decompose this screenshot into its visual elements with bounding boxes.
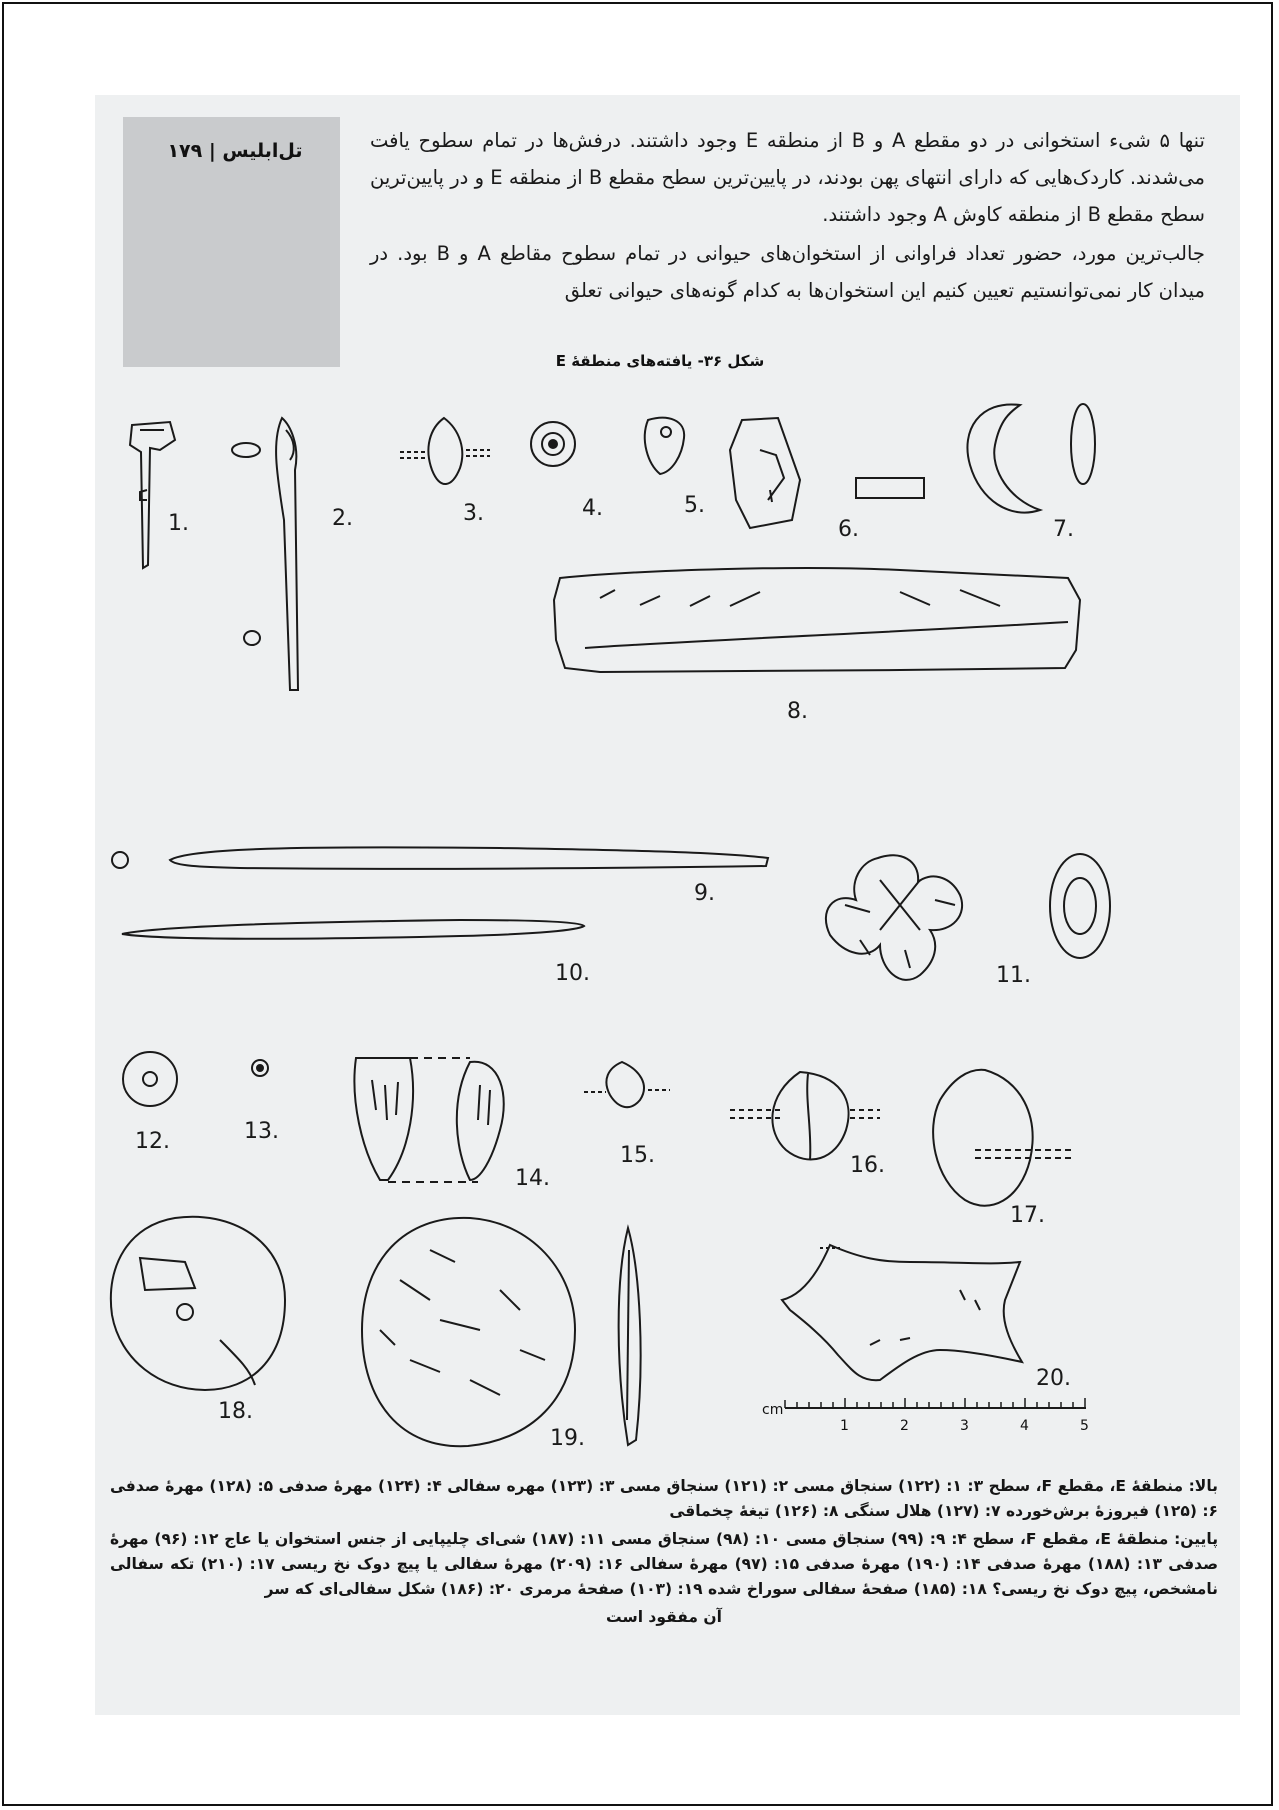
artifact-12-bead: [123, 1052, 177, 1106]
artifact-19-marble-plate: [362, 1218, 641, 1446]
artifact-10-copper-pin: [122, 920, 584, 939]
artifact-3-bead: [400, 418, 490, 484]
artifact-15-bead: [584, 1062, 670, 1107]
intro-paragraph-2: جالب‌ترین مورد، حضور تعداد فراوانی از استخوان‌های حیوانی در تمام سطوح مقاطع A و B بود. در میدان کار نمی‌توانستیم تعیین کنیم این استخوان‌ها به کدام گونه‌های حیوانی تعلق: [370, 242, 1205, 302]
artifact-14-bead: [354, 1058, 503, 1182]
artifact-20-ceramic-figure: [782, 1245, 1022, 1380]
artifact-13-bead: [252, 1060, 268, 1076]
artifact-1-copper-pin: [130, 422, 175, 568]
label-15: 15.: [620, 1143, 655, 1168]
artifact-9-copper-pin: [112, 847, 768, 869]
label-14: 14.: [515, 1166, 550, 1191]
scale-tick-5: 5: [1080, 1418, 1089, 1434]
label-8: 8.: [787, 699, 808, 724]
scale-tick-1: 1: [840, 1418, 849, 1434]
label-13: 13.: [244, 1119, 279, 1144]
label-2: 2.: [332, 506, 353, 531]
intro-paragraph-1: تنها ۵ شیء استخوانی در دو مقطع A و B از منطقه E وجود داشتند. درفش‌ها در تمام سطوح یافت می‌شدند. کاردک‌هایی که دارای انتهای پهن بودند، در پایین‌ترین سطح مقطع B از منطقه E و در پایین‌ترین سطح مقطع B از منطقه کاوش A وجود داشتند.: [370, 129, 1205, 226]
artifact-6-turquoise: [730, 418, 924, 528]
label-11: 11.: [996, 963, 1031, 988]
scale-tick-3: 3: [960, 1418, 969, 1434]
scale-tick-2: 2: [900, 1418, 909, 1434]
artifact-8-flint-blade: [554, 568, 1080, 672]
label-1: 1.: [168, 511, 189, 536]
artifact-7-crescent: [967, 404, 1095, 513]
artifact-11-cruciform: [826, 854, 1110, 980]
label-7: 7.: [1053, 517, 1074, 542]
artifact-2-copper-pin: [232, 418, 298, 690]
caption-bottom: پایین: منطقهٔ E، مقطع F، سطح ۴: ۹: (۹۹) سنجاق مسی ۱۰: (۹۸) سنجاق مسی ۱۱: (۱۸۷) شی‌ای چلیپایی از جنس استخوان یا عاج ۱۲: (۹۶) مهرهٔ صدفی ۱۳: (۱۸۸) مهرهٔ صدفی ۱۴: (۱۹۰) مهرهٔ صدفی ۱۵: (۹۷) مهرهٔ سفالی ۱۶: (۲۰۹) مهرهٔ سفالی یا پیچ دوک نخ ریسی ۱۷: (۲۱۰) تکه سفالی نامشخص، پیچ دوک نخ ریسی؟ ۱۸: (۱۸۵) صفحهٔ سفالی سوراخ شده ۱۹: (۱۰۳) صفحهٔ مرمری ۲۰: (۱۸۶) شکل سفالی‌ای که سر: [110, 1530, 1219, 1598]
label-12: 12.: [135, 1129, 170, 1154]
artifact-5-bead: [645, 418, 684, 474]
artifact-4-bead: [531, 422, 575, 466]
running-header-title: تل‌ابلیس | ۱۷۹: [167, 140, 303, 162]
caption-top: بالا: منطقهٔ E، مقطع F، سطح ۳: ۱: (۱۲۲) سنجاق مسی ۲: (۱۲۱) سنجاق مسی ۳: (۱۲۳) مهره سفالی ۴: (۱۲۴) مهرهٔ صدفی ۵: (۱۲۸) مهرهٔ صدفی ۶: (۱۲۵) فیروزهٔ برش‌خورده ۷: (۱۲۷) هلال سنگی ۸: (۱۲۶) تیغهٔ چخماقی: [110, 1477, 1218, 1520]
label-10: 10.: [555, 961, 590, 986]
figure-caption: [110, 1474, 1218, 1630]
label-3: 3.: [463, 501, 484, 526]
artifact-16-bead: [730, 1072, 880, 1160]
label-17: 17.: [1010, 1203, 1045, 1228]
scale-unit: cm: [762, 1402, 784, 1418]
figure-title: شکل ۳۶- یافته‌های منطقهٔ E: [555, 352, 765, 370]
artifact-18-disk: [111, 1217, 285, 1390]
scale-bar: [762, 1398, 1089, 1434]
label-5: 5.: [684, 493, 705, 518]
scale-tick-4: 4: [1020, 1418, 1029, 1434]
label-16: 16.: [850, 1153, 885, 1178]
artifact-17-ceramic: [933, 1070, 1075, 1206]
label-19: 19.: [550, 1426, 585, 1451]
label-20: 20.: [1036, 1366, 1071, 1391]
label-9: 9.: [694, 881, 715, 906]
caption-bottom-last-line: آن مفقود است: [606, 1608, 722, 1626]
label-4: 4.: [582, 496, 603, 521]
label-6: 6.: [838, 517, 859, 542]
label-18: 18.: [218, 1399, 253, 1424]
